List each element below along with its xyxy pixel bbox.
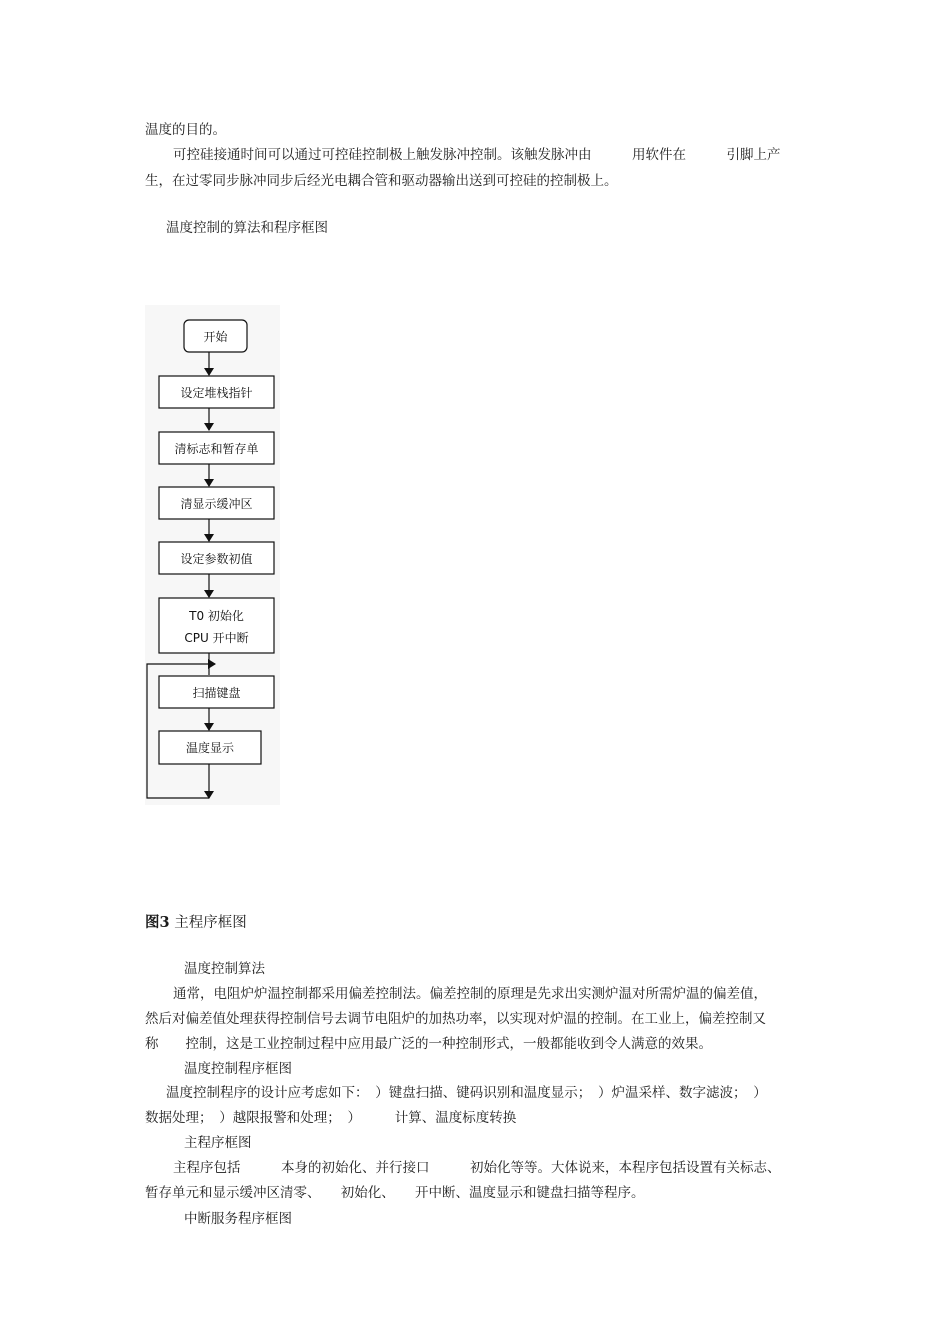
flow-step-label: T0 初始化 xyxy=(189,609,244,623)
main-program-flowchart xyxy=(145,305,280,805)
flow-step-label: 清标志和暂存单 xyxy=(174,442,259,456)
main-program-title: 主程序框图 xyxy=(184,1135,252,1151)
flow-step-label: 设定堆栈指针 xyxy=(180,386,253,400)
intro-line-3: 生，在过零同步脉冲同步后经光电耦合管和驱动器输出送到可控硅的控制极上。 xyxy=(145,173,618,189)
algo-title: 温度控制算法 xyxy=(184,961,265,977)
figure-caption-text: 主程序框图 xyxy=(174,915,247,931)
section-title: 温度控制的算法和程序框图 xyxy=(166,220,328,236)
program-paragraph-line-2: 数据处理； ）越限报警和处理； ） 计算、温度标度转换 xyxy=(145,1110,517,1126)
figure-caption xyxy=(145,911,247,932)
program-paragraph-line-1: 温度控制程序的设计应考虑如下： ）键盘扫描、键码识别和温度显示； ）炉温采样、数字滤波； ） xyxy=(166,1085,767,1101)
flow-step-label: 清显示缓冲区 xyxy=(180,497,253,511)
flow-step-label: 扫描键盘 xyxy=(192,686,241,700)
algo-paragraph-line-3: 称 控制，这是工业控制过程中应用最广泛的一种控制形式，一般都能收到令人满意的效果。 xyxy=(145,1036,712,1052)
flow-step-label: CPU 开中断 xyxy=(184,631,249,645)
intro-line-2: 可控硅接通时间可以通过可控硅控制极上触发脉冲控制。该触发脉冲由 用软件在 引脚上产 xyxy=(173,147,781,163)
flow-step-label: 温度显示 xyxy=(185,741,235,755)
main-program-paragraph-line-1: 主程序包括 本身的初始化、并行接口 初始化等等。大体说来，本程序包括设置有关标志、 xyxy=(173,1160,781,1176)
algo-paragraph-line-2: 然后对偏差值处理获得控制信号去调节电阻炉的加热功率，以实现对炉温的控制。在工业上，偏差控制又 xyxy=(145,1011,766,1027)
algo-paragraph-line-1: 通常，电阻炉炉温控制都采用偏差控制法。偏差控制的原理是先求出实测炉温对所需炉温的偏差值， xyxy=(173,986,767,1002)
program-title: 温度控制程序框图 xyxy=(184,1061,292,1077)
isr-title: 中断服务程序框图 xyxy=(184,1211,292,1227)
flow-start-label: 开始 xyxy=(203,330,228,344)
figure-label: 图3 xyxy=(145,914,170,931)
main-program-paragraph-line-2: 暂存单元和显示缓冲区清零、 初始化、 开中断、温度显示和键盘扫描等程序。 xyxy=(145,1185,645,1201)
intro-line-1: 温度的目的。 xyxy=(145,122,226,138)
flow-step-label: 设定参数初值 xyxy=(180,552,253,566)
